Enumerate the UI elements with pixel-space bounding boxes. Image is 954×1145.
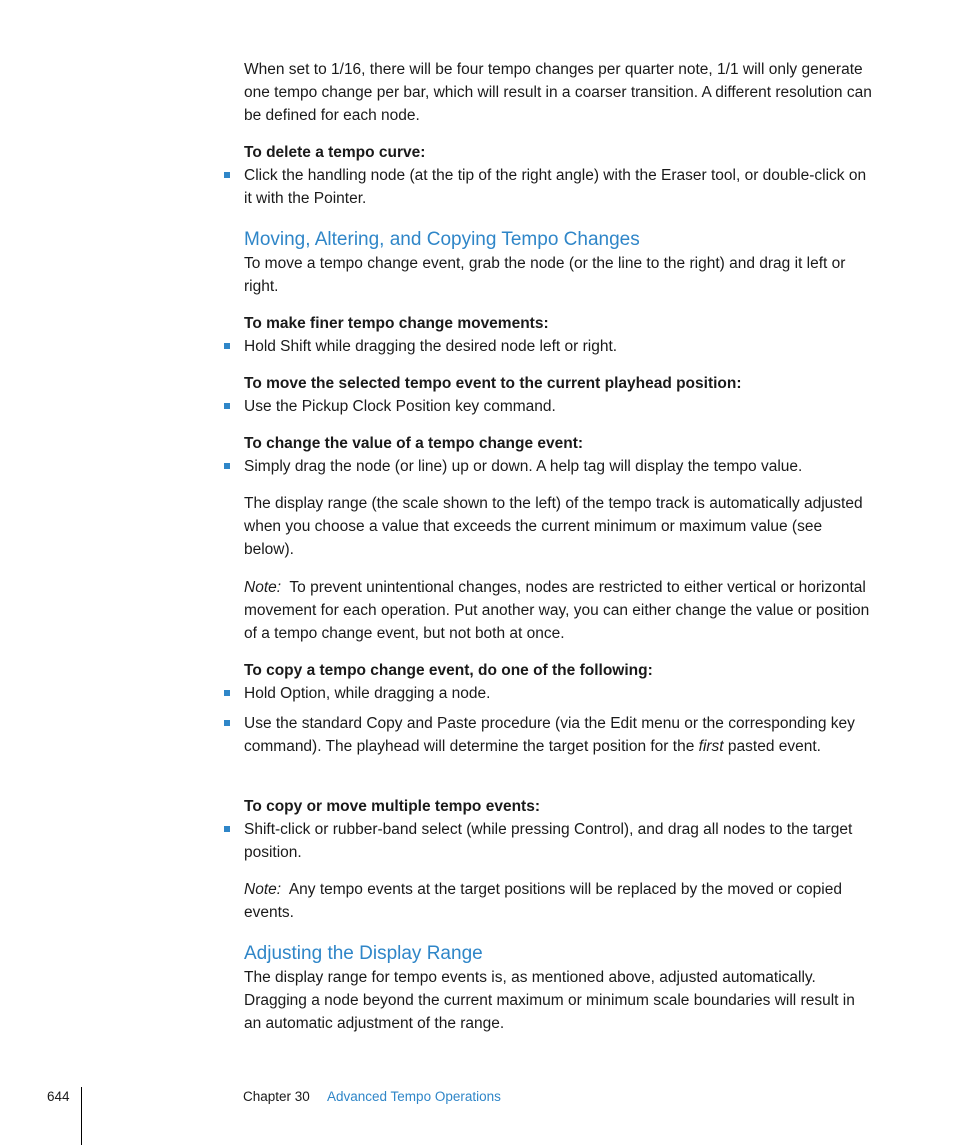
bullet-change-value <box>244 455 874 478</box>
bullet-square-icon <box>224 463 230 469</box>
lead-delete-tempo-curve: To delete a tempo curve: <box>244 144 426 161</box>
bullet-text: Simply drag the node (or line) up or down. A help tag will display the tempo value. <box>244 458 803 475</box>
bullet-copy-option <box>244 682 874 705</box>
paragraph-adjust-range: The display range for tempo events is, as mentioned above, adjusted automatically. Dragging a node beyond the current maximum or minimum scale boundaries will result in an automatic adjustment of the range. <box>244 969 855 1032</box>
heading-adjusting-display-range: Adjusting the Display Range <box>244 943 483 964</box>
note-text: Any tempo events at the target positions will be replaced by the moved or copied events. <box>244 881 842 921</box>
footer-chapter-title[interactable]: Advanced Tempo Operations <box>327 1089 501 1104</box>
bullet-text: Use the Pickup Clock Position key command. <box>244 398 556 415</box>
note-replaced-events <box>244 878 874 924</box>
bullet-multiple-events <box>244 818 874 864</box>
bullet-text: Hold Shift while dragging the desired node left or right. <box>244 338 618 355</box>
bullet-text: Click the handling node (at the tip of the right angle) with the Eraser tool, or double-click on it with the Pointer. <box>244 167 867 207</box>
footer-chapter: Chapter 30 <box>243 1089 310 1104</box>
paragraph-display-range: The display range (the scale shown to the left) of the tempo track is automatically adjusted when you choose a value that exceeds the current minimum or maximum value (see below). <box>244 495 863 558</box>
bullet-square-icon <box>224 403 230 409</box>
lead-change-value: To change the value of a tempo change event: <box>244 435 584 452</box>
note-text: To prevent unintentional changes, nodes are restricted to either vertical or horizontal movement for each operation. Put another way, you can either change the value or position of a tempo change event, but not both at once. <box>244 579 870 642</box>
bullet-square-icon <box>224 172 230 178</box>
paragraph-resolution: When set to 1/16, there will be four tempo changes per quarter note, 1/1 will only generate one tempo change per bar, which will result in a coarser transition. A different resolution can be defined for each node. <box>244 61 872 124</box>
bullet-text: Use the standard Copy and Paste procedure (via the Edit menu or the corresponding key command). The playhead will determine the target position for the <box>244 715 855 755</box>
bullet-finer-movements <box>244 335 874 358</box>
heading-moving-altering-copying: Moving, Altering, and Copying Tempo Changes <box>244 229 640 250</box>
bullet-square-icon <box>224 720 230 726</box>
bullet-delete-tempo-curve <box>244 164 874 210</box>
lead-multiple-events: To copy or move multiple tempo events: <box>244 798 540 815</box>
bullet-playhead-position <box>244 395 874 418</box>
lead-copy-event: To copy a tempo change event, do one of the following: <box>244 662 653 679</box>
lead-finer-movements: To make finer tempo change movements: <box>244 315 549 332</box>
bullet-text-end: pasted event. <box>727 738 821 755</box>
bullet-square-icon <box>224 690 230 696</box>
note-label: Note: <box>244 579 282 596</box>
bullet-copy-paste <box>244 712 874 758</box>
emphasis-first: first <box>698 738 724 755</box>
bullet-square-icon <box>224 826 230 832</box>
footer-divider <box>81 1087 82 1145</box>
bullet-text: Hold Option, while dragging a node. <box>244 685 491 702</box>
bullet-square-icon <box>224 343 230 349</box>
bullet-text: Shift-click or rubber-band select (while pressing Control), and drag all nodes to the target position. <box>244 821 853 861</box>
page-number: 644 <box>47 1089 70 1104</box>
lead-playhead-position: To move the selected tempo event to the current playhead position: <box>244 375 742 392</box>
note-label: Note: <box>244 881 282 898</box>
paragraph-move-event: To move a tempo change event, grab the node (or the line to the right) and drag it left or right. <box>244 255 846 295</box>
note-restricted-movement <box>244 576 874 645</box>
